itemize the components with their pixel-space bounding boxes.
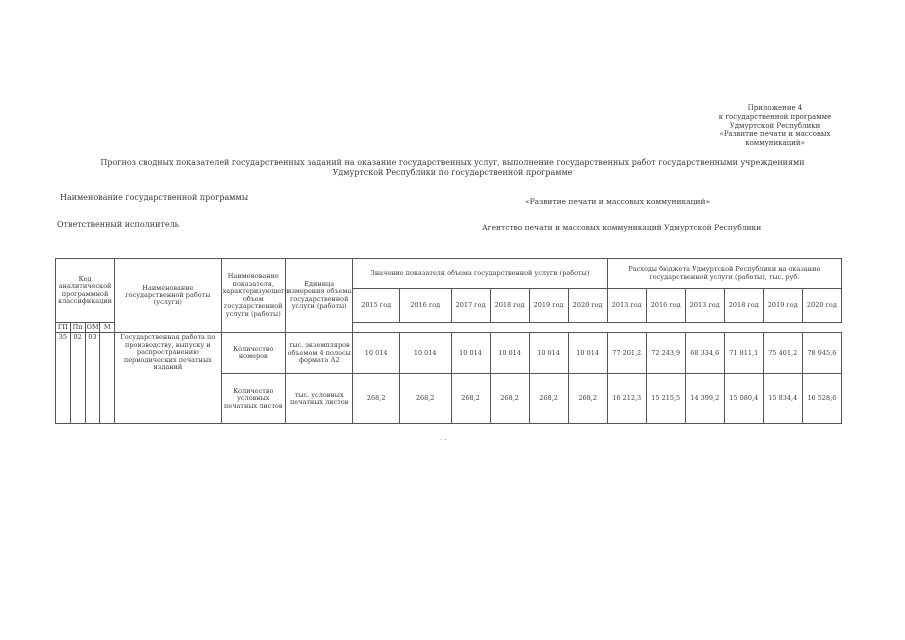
budget-cell: 71 811,1 <box>724 333 763 374</box>
code-col-m: М <box>100 323 115 333</box>
footer-dots: . . <box>440 434 447 442</box>
executor-value: Агентство печати и массовых коммуникаций Удмуртской Республики <box>482 223 762 232</box>
header-spacer <box>353 323 842 333</box>
appendix-line-2: к государственной программе <box>718 112 832 121</box>
appendix-line-1: Приложение 4 <box>747 104 803 112</box>
values-year-2020: 2020 год <box>568 289 607 323</box>
header-unit: Единица измерения объема государственной услуги (работы) <box>285 259 353 333</box>
budget-year-5: 2019 год <box>763 289 802 323</box>
values-year-2017: 2017 год <box>451 289 490 323</box>
code-col-gp: ГП <box>56 323 71 333</box>
budget-year-4: 2018 год <box>724 289 763 323</box>
header-values: Значение показателя объема государственной услуги (работы) <box>353 259 607 289</box>
budget-cell: 78 945,6 <box>802 333 841 374</box>
values-year-2016: 2016 год <box>399 289 451 323</box>
code-om: 03 <box>85 333 100 424</box>
code-m <box>100 333 115 424</box>
budget-year-2: 2016 год <box>646 289 685 323</box>
budget-cell: 14 399,2 <box>685 374 724 424</box>
appendix-line-4: «Развитие печати и массовых <box>719 130 831 139</box>
program-label: Наименование государственной программы <box>60 193 249 202</box>
code-col-om: ОМ <box>86 323 99 331</box>
unit-cell: тыс. условных печатных листов <box>285 374 353 424</box>
header-budget: Расходы бюджета Удмуртской Республики на оказание государственной услуги (работы), тыс. руб. <box>607 259 841 289</box>
header-code: Код аналитической программной классификации <box>56 259 115 323</box>
budget-cell: 68 334,6 <box>685 333 724 374</box>
budget-year-6: 2020 год <box>802 289 841 323</box>
budget-year-3: 2013 год <box>685 289 724 323</box>
appendix-block <box>700 104 850 148</box>
value-cell: 268,2 <box>568 374 607 424</box>
work-name-cell: Государственная работа по производству, выпуску и распространению периодических печатных изданий <box>115 333 222 424</box>
code-col-pp: Пп <box>70 323 85 333</box>
budget-cell: 15 080,4 <box>724 374 763 424</box>
values-year-2015: 2015 год <box>353 289 399 323</box>
appendix-line-5: коммуникаций» <box>745 139 805 147</box>
header-work-name: Наименование государственной работы (услуги) <box>115 259 222 333</box>
value-cell: 10 014 <box>451 333 490 374</box>
value-cell: 10 014 <box>353 333 399 374</box>
executor-label: Ответственный исполнитель <box>57 220 180 229</box>
budget-cell: 15 834,4 <box>763 374 802 424</box>
values-year-2018: 2018 год <box>490 289 529 323</box>
budget-cell: 16 528,6 <box>802 374 841 424</box>
budget-cell: 16 212,3 <box>607 374 646 424</box>
indicator-cell: Количество условных печатных листов <box>221 374 285 424</box>
budget-cell: 15 215,5 <box>646 374 685 424</box>
values-year-2019: 2019 год <box>529 289 568 323</box>
value-cell: 10 014 <box>399 333 451 374</box>
appendix-line-3: Удмуртской Республики <box>729 121 821 130</box>
value-cell: 268,2 <box>529 374 568 424</box>
table-row <box>56 333 842 374</box>
header-indicator: Наименование показателя, характеризующего объем государственной услуги (работы) <box>221 259 285 333</box>
value-cell: 268,2 <box>353 374 399 424</box>
value-cell: 10 014 <box>490 333 529 374</box>
budget-cell: 72 243,9 <box>646 333 685 374</box>
value-cell: 10 014 <box>568 333 607 374</box>
budget-cell: 77 201,2 <box>607 333 646 374</box>
code-gp: 35 <box>56 333 71 424</box>
budget-cell: 75 401,2 <box>763 333 802 374</box>
budget-year-1: 2013 год <box>607 289 646 323</box>
unit-cell: тыс. экземпляров объемом 4 полосы формата А2 <box>285 333 353 374</box>
document-title: Прогноз сводных показателей государственных заданий на оказание государственных услуг, выполнение государственных работ государственными учреждениями Удмуртской Республики по государственной программе <box>100 158 805 177</box>
value-cell: 268,2 <box>451 374 490 424</box>
code-pp: 02 <box>70 333 85 424</box>
value-cell: 268,2 <box>399 374 451 424</box>
value-cell: 268,2 <box>490 374 529 424</box>
program-value: «Развитие печати и массовых коммуникаций» <box>525 197 711 206</box>
indicator-cell: Количество номеров <box>221 333 285 374</box>
value-cell: 10 014 <box>529 333 568 374</box>
indicators-table <box>55 258 842 424</box>
